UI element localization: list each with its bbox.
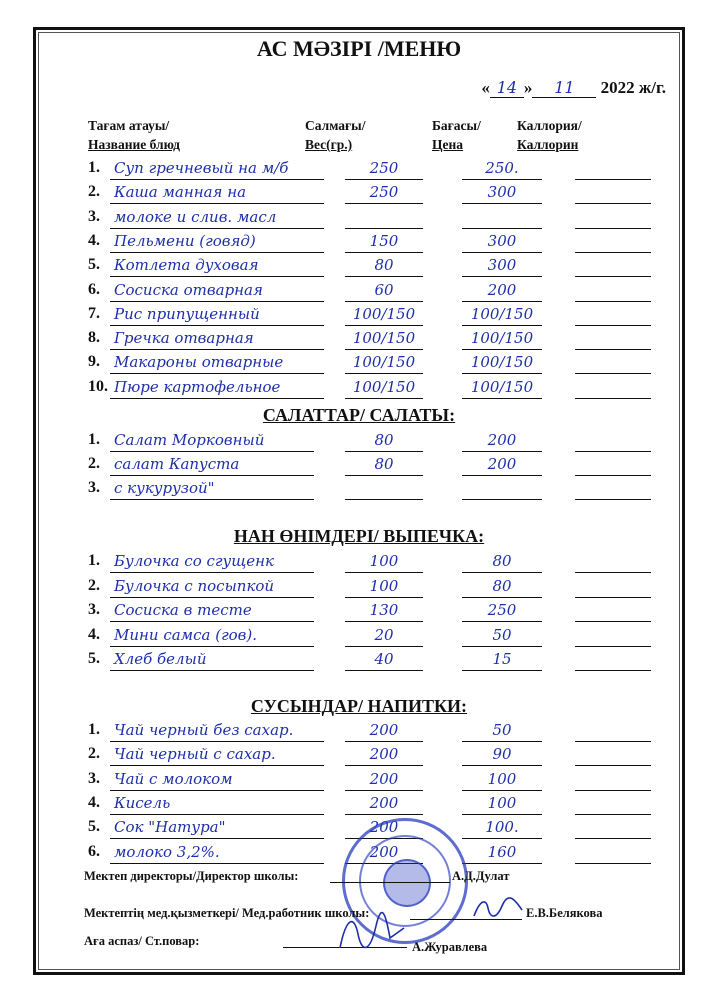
date-close-quote: »	[523, 78, 533, 97]
col-header-calories-kz: Каллория/	[517, 118, 582, 133]
dish-calories	[575, 181, 651, 204]
menu-row	[0, 429, 718, 455]
menu-row	[0, 376, 718, 402]
dish-name: Хлеб белый	[110, 648, 314, 671]
dish-calories	[575, 599, 651, 622]
dish-name: Пельмени (говяд)	[110, 230, 324, 253]
dish-calories	[575, 254, 651, 277]
dish-calories	[575, 477, 651, 500]
dish-price: 100/150	[462, 351, 542, 374]
dish-price: 200	[462, 429, 542, 452]
menu-row	[0, 230, 718, 256]
dish-price: 300	[462, 230, 542, 253]
dish-weight: 100/150	[345, 376, 423, 399]
dish-name: молоке и слив. масл	[110, 206, 324, 229]
dish-price: 80	[462, 550, 542, 573]
dish-calories	[575, 376, 651, 399]
col-header-price-ru: Цена	[432, 137, 464, 152]
menu-row	[0, 303, 718, 329]
dish-name: Сосиска отварная	[110, 279, 324, 302]
dish-calories	[575, 206, 651, 229]
dish-name: Мини самса (гов).	[110, 624, 314, 647]
dish-price: 100	[462, 768, 542, 791]
col-header-name-ru: Название блюд	[88, 137, 181, 152]
dish-weight: 80	[345, 254, 423, 277]
col-header-name	[88, 116, 180, 154]
dish-price: 100/150	[462, 327, 542, 350]
dish-calories	[575, 768, 651, 791]
dish-weight: 100/150	[345, 303, 423, 326]
dish-price: 300	[462, 254, 542, 277]
row-number: 3.	[88, 479, 100, 496]
dish-weight: 200	[345, 719, 423, 742]
row-number: 4.	[88, 231, 100, 249]
dish-calories	[575, 303, 651, 326]
dish-price	[462, 477, 542, 500]
dish-price: 100	[462, 792, 542, 815]
menu-date	[481, 78, 666, 98]
dish-weight: 80	[345, 453, 423, 476]
col-header-weight-ru: Вес(гр.)	[305, 137, 353, 152]
col-header-calories-ru: Каллорин	[517, 137, 579, 152]
dish-price: 90	[462, 743, 542, 766]
dish-name: с кукурузой"	[110, 477, 314, 500]
menu-row	[0, 719, 718, 745]
dish-price: 250	[462, 599, 542, 622]
dish-price: 100/150	[462, 303, 542, 326]
col-header-price	[432, 116, 481, 154]
dish-weight: 40	[345, 648, 423, 671]
dish-price: 250.	[462, 157, 542, 180]
col-header-name-kz: Тағам атауы/	[88, 118, 170, 133]
dish-name: Каша манная на	[110, 181, 324, 204]
dish-name: Рис припущенный	[110, 303, 324, 326]
dish-weight: 200	[345, 816, 423, 839]
row-number: 3.	[88, 207, 100, 225]
row-number: 8.	[88, 329, 100, 347]
menu-row	[0, 624, 718, 650]
dish-weight: 100/150	[345, 327, 423, 350]
cook-name: А.Журавлева	[412, 940, 488, 954]
cook-signature	[330, 908, 410, 958]
row-number: 3.	[88, 769, 100, 787]
director-name: А.Д.Дулат	[452, 869, 510, 883]
dish-weight: 130	[345, 599, 423, 622]
dish-calories	[575, 157, 651, 180]
row-number: 4.	[88, 793, 100, 811]
dish-calories	[575, 279, 651, 302]
dish-calories	[575, 230, 651, 253]
row-number: 1.	[88, 552, 100, 569]
dish-price: 80	[462, 575, 542, 598]
dish-weight: 150	[345, 230, 423, 253]
dish-name: молоко 3,2%.	[110, 841, 324, 864]
dish-price: 50	[462, 719, 542, 742]
menu-row	[0, 768, 718, 794]
salads-section-title: САЛАТТАР/ САЛАТЫ:	[262, 405, 456, 425]
menu-row	[0, 181, 718, 207]
dish-weight: 200	[345, 792, 423, 815]
menu-row	[0, 327, 718, 353]
row-number: 4.	[88, 625, 100, 643]
dish-name: Макароны отварные	[110, 351, 324, 374]
dish-name: Сосиска в тесте	[110, 599, 314, 622]
dish-name: Салат Морковный	[110, 429, 314, 452]
dish-name: Котлета духовая	[110, 254, 324, 277]
dish-weight: 200	[345, 743, 423, 766]
dish-name: Суп гречневый на м/б	[110, 157, 324, 180]
dish-weight: 60	[345, 279, 423, 302]
row-number: 2.	[88, 183, 100, 201]
dish-weight: 100/150	[345, 351, 423, 374]
dish-weight: 200	[345, 841, 423, 864]
row-number: 5.	[88, 256, 100, 274]
dish-calories	[575, 351, 651, 374]
dish-price: 200	[462, 279, 542, 302]
row-number: 5.	[88, 818, 100, 836]
dish-price: 15	[462, 648, 542, 671]
menu-row	[0, 575, 718, 601]
dish-calories	[575, 719, 651, 742]
col-header-weight-kz: Салмағы/	[305, 118, 366, 133]
dish-weight	[345, 477, 423, 500]
dish-calories	[575, 743, 651, 766]
col-header-price-kz: Бағасы/	[432, 118, 481, 133]
col-header-calories	[517, 116, 582, 154]
date-day: 14	[490, 78, 524, 98]
row-number: 6.	[88, 280, 100, 298]
dish-price	[462, 206, 542, 229]
medic-name: Е.В.Белякова	[526, 906, 603, 920]
menu-row	[0, 792, 718, 818]
dish-calories	[575, 453, 651, 476]
date-open-quote: «	[481, 78, 490, 97]
dish-weight: 20	[345, 624, 423, 647]
row-number: 10.	[88, 377, 108, 395]
dish-name: Пюре картофельное	[110, 376, 324, 399]
dish-weight: 200	[345, 768, 423, 791]
menu-row	[0, 254, 718, 280]
dish-name: Чай черный с сахар.	[110, 743, 324, 766]
menu-row	[0, 550, 718, 576]
dish-calories	[575, 841, 651, 864]
dish-name: Сок "Натура"	[110, 816, 324, 839]
page-title: АС МӘЗІРІ /МЕНЮ	[256, 36, 462, 61]
dish-price: 200	[462, 453, 542, 476]
drinks-section-title: СУСЫНДАР/ НАПИТКИ:	[250, 696, 468, 716]
menu-row	[0, 599, 718, 625]
medic-signature	[470, 894, 526, 924]
dish-price: 50	[462, 624, 542, 647]
row-number: 1.	[88, 721, 100, 738]
dish-calories	[575, 550, 651, 573]
dish-weight: 250	[345, 157, 423, 180]
menu-row	[0, 743, 718, 769]
dish-name: Чай с молоком	[110, 768, 324, 791]
row-number: 1.	[88, 431, 100, 448]
dish-name: Булочка с посыпкой	[110, 575, 314, 598]
menu-row	[0, 648, 718, 674]
dish-calories	[575, 792, 651, 815]
menu-row	[0, 157, 718, 183]
row-number: 1.	[88, 159, 100, 176]
row-number: 9.	[88, 353, 100, 371]
col-header-weight	[305, 116, 365, 154]
row-number: 5.	[88, 650, 100, 667]
dish-price: 300	[462, 181, 542, 204]
menu-row	[0, 351, 718, 377]
dish-price: 160	[462, 841, 542, 864]
row-number: 7.	[88, 304, 100, 322]
dish-calories	[575, 327, 651, 350]
dish-name: Чай черный без сахар.	[110, 719, 324, 742]
director-signature-line	[330, 882, 450, 883]
bakery-section-title: НАН ӨНІМДЕРІ/ ВЫПЕЧКА:	[233, 526, 485, 546]
dish-weight: 100	[345, 550, 423, 573]
dish-calories	[575, 648, 651, 671]
row-number: 2.	[88, 576, 100, 594]
row-number: 2.	[88, 745, 100, 763]
medic-label: Мектептің мед.қызметкері/ Мед.работник школы:	[84, 906, 370, 920]
director-label: Мектеп директоры/Директор школы:	[84, 869, 299, 883]
dish-name: Кисель	[110, 792, 324, 815]
dish-weight: 100	[345, 575, 423, 598]
row-number: 2.	[88, 455, 100, 472]
dish-name: Булочка со сгущенк	[110, 550, 314, 573]
menu-row	[0, 279, 718, 305]
dish-weight: 250	[345, 181, 423, 204]
dish-name: салат Капуста	[110, 453, 314, 476]
menu-row	[0, 477, 718, 503]
date-month: 11	[532, 78, 596, 98]
dish-calories	[575, 575, 651, 598]
dish-weight	[345, 206, 423, 229]
menu-row	[0, 206, 718, 232]
row-number: 3.	[88, 601, 100, 618]
dish-calories	[575, 624, 651, 647]
dish-price: 100.	[462, 816, 542, 839]
dish-calories	[575, 429, 651, 452]
dish-calories	[575, 816, 651, 839]
dish-name: Гречка отварная	[110, 327, 324, 350]
dish-weight: 80	[345, 429, 423, 452]
date-year: 2022 ж/г.	[600, 78, 666, 97]
cook-label: Аға аспаз/ Ст.повар:	[84, 934, 200, 948]
dish-price: 100/150	[462, 376, 542, 399]
row-number: 6.	[88, 842, 100, 860]
menu-row	[0, 453, 718, 479]
